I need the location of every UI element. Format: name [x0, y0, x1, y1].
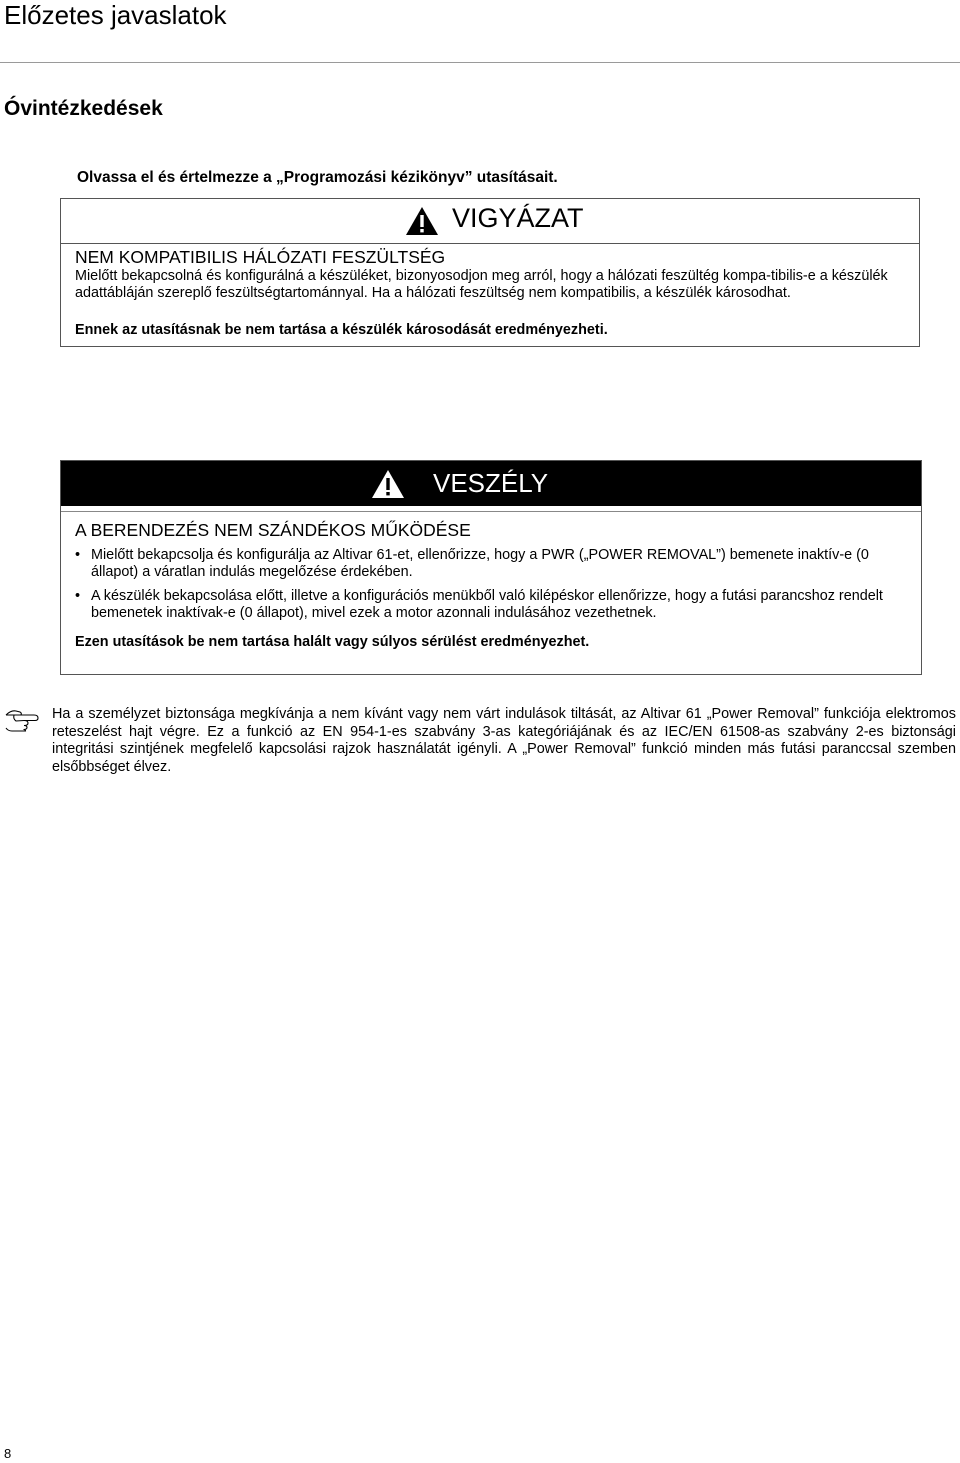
- pointing-hand-icon: [4, 706, 44, 732]
- page-number: 8: [4, 1446, 12, 1461]
- caution-header: [61, 199, 919, 244]
- caution-heading: NEM KOMPATIBILIS HÁLÓZATI FESZÜLTSÉG: [75, 247, 446, 267]
- danger-header: [61, 461, 921, 506]
- warning-triangle-icon: [371, 469, 405, 499]
- danger-item-text: Mielőtt bekapcsolja és konfigurálja az Altivar 61-et, ellenőrizze, hogy a PWR („POWER REMOVAL”) bemenete inaktív-e (0 állapot) a váratlan indulás megelőzése érdekében.: [91, 547, 869, 580]
- page-title: Előzetes javaslatok: [4, 0, 227, 30]
- list-item: [75, 588, 913, 622]
- danger-item-text: A készülék bekapcsolása előtt, illetve a konfigurációs menükből való kilépéskor ellenőrizze, hogy a futási parancshoz rendelt bemenetek inaktívak-e (0 állapot), mivel ezek a motor azonnali indulásához vezethetnek.: [91, 588, 883, 621]
- instruction-text: Olvassa el és értelmezze a „Programozási kézikönyv” utasításait.: [77, 169, 558, 186]
- danger-heading: A BERENDEZÉS NEM SZÁNDÉKOS MŰKÖDÉSE: [75, 520, 471, 540]
- section-title: Óvintézkedések: [4, 97, 163, 120]
- danger-consequence: Ezen utasítások be nem tartása halált vagy súlyos sérülést eredményezhet.: [75, 634, 590, 650]
- bullet-icon: •: [75, 588, 81, 604]
- caution-consequence: Ennek az utasításnak be nem tartása a készülék károsodását eredményezheti.: [75, 322, 608, 338]
- warning-triangle-icon: [405, 206, 439, 236]
- danger-signal-word: VESZÉLY: [433, 468, 549, 498]
- note-text: Ha a személyzet biztonsága megkívánja a nem kívánt vagy nem várt indulások tiltását, az Altivar 61 „Power Removal” funkciója elektromos reteszelést hajt végre. Ez a funkció az EN 954-1-es szabvány 3-as kategóriájának és az IEC/EN 61508-as szabvány 2-es biztonsági integritási szintjének megfelelő kapcsolási rajzok használatát igényli. A „Power Removal” funkció minden más futási paranccsal szemben elsőbbséget élvez.: [52, 706, 956, 775]
- caution-signal-word: VIGYÁZAT: [452, 203, 584, 233]
- title-divider: [0, 62, 960, 63]
- danger-divider: [61, 511, 921, 512]
- caution-body: Mielőtt bekapcsolná és konfigurálná a készüléket, bizonyosodjon meg arról, hogy a hálózati feszültég kompa-tibilis-e a készülék adattábláján szereplő feszültségtartománnyal. Ha a hálózati feszültség nem kompatibilis, a készülék károsodhat.: [75, 268, 888, 301]
- caution-box: [60, 198, 920, 347]
- danger-list: [75, 547, 913, 629]
- danger-box: [60, 460, 922, 675]
- list-item: [75, 547, 913, 581]
- bullet-icon: •: [75, 547, 81, 563]
